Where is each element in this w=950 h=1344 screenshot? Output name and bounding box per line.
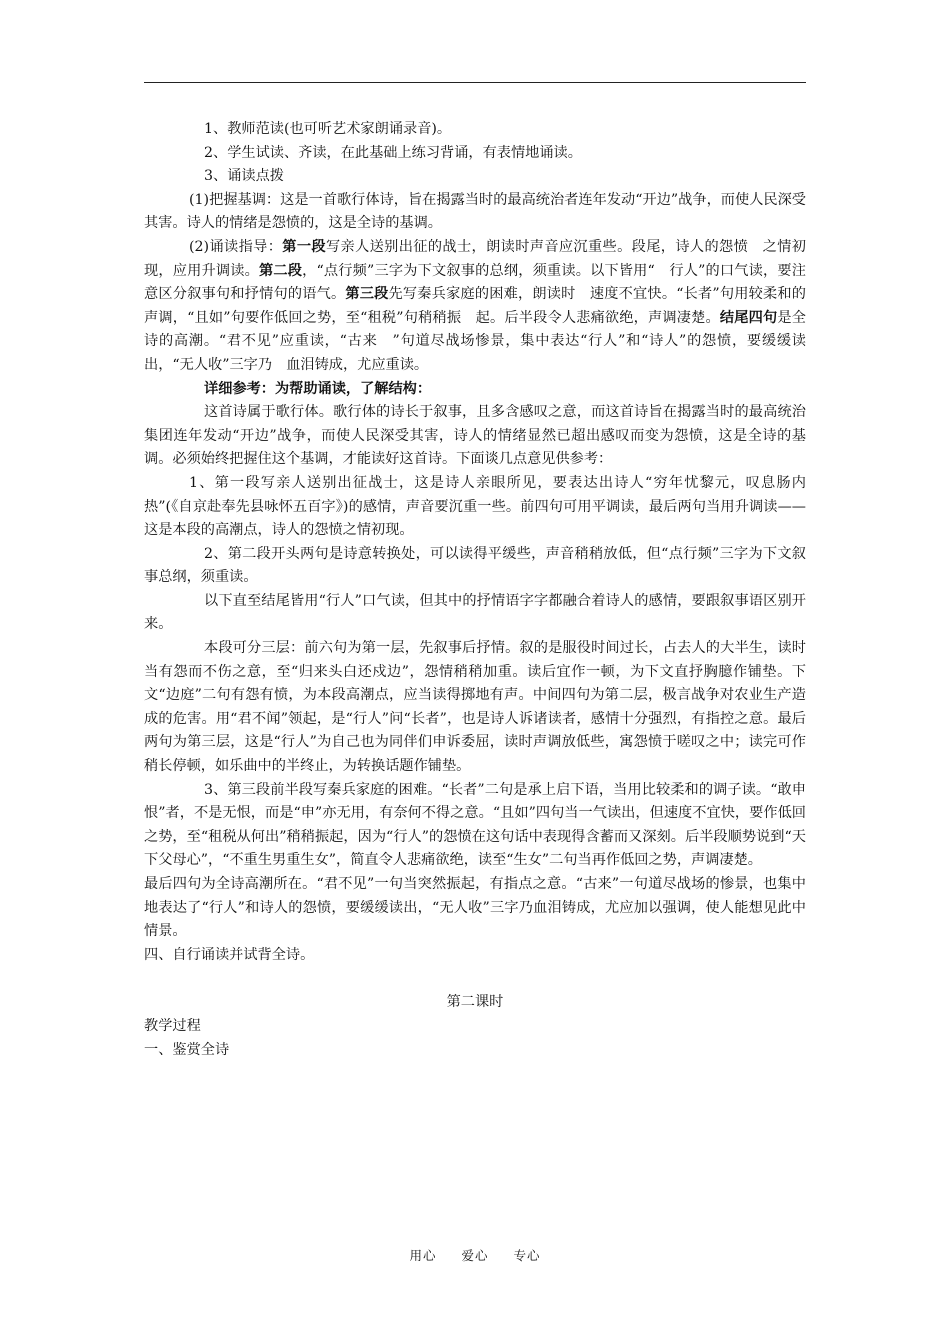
document-body — [144, 118, 806, 1062]
reference-heading — [144, 378, 806, 402]
paragraph-1: 1、第一段写亲人送别出征战士，这是诗人亲眼所见，要表达出诗人“穷年忧黎元，叹息肠内热”(《自京赴奉先县咏怀五百字》)的感情，声音要沉重一些。前四句可用平调读，最后两句当用升调读——这是本段的高潮点，诗人的怨愤之情初现。 — [144, 474, 806, 539]
tone-paragraph — [144, 189, 806, 236]
footer-word-1: 用心 — [409, 1248, 437, 1263]
step-1: 1、教师范读(也可听艺术家朗诵录音)。 — [204, 121, 452, 137]
guide-bold-3: 第三段 — [345, 286, 389, 303]
guide-text-4: 先写秦兵家庭的困难，朗读时 速度不宜快。“长者”句用较柔和的声调，“且如”句要作低回之势，至“租税”句稍稍振 起。后半段令人悲痛欲绝，声调凄楚。 — [144, 286, 806, 326]
step-2: 2、学生试读、齐读，在此基础上练习背诵，有表情地诵读。 — [204, 144, 582, 161]
paragraph-intro: 这首诗属于歌行体。歌行体的诗长于叙事，且多含感叹之意，而这首诗旨在揭露当时的最高统治集团连年发动“开边”战争，而使人民深受其害，诗人的情绪显然已超出感叹而变为怨愤，这是全诗的基调。必须始终把握住这个基调，才能读好这首诗。下面谈几点意见供参考： — [144, 404, 806, 468]
lesson2-process: 教学过程 — [144, 1017, 201, 1034]
lesson2-section1: 一、鉴赏全诗 — [144, 1041, 230, 1058]
reference-heading-text: 详细参考：为帮助诵读，了解结构： — [204, 380, 432, 397]
paragraph-7: 四、自行诵读并试背全诗。 — [144, 946, 315, 963]
paragraph-6: 最后四句为全诗高潮所在。“君不见”一句当突然振起，有指点之意。“古来”一句道尽战场的惨景，也集中地表达了“行人”和诗人的怨愤，要缓缓读出，“无人收”三字乃血泪铸成，尤应加以强调，使人能想见此中情景。 — [144, 876, 806, 940]
guide-text-3: ，“点行频”三字为下文叙事的总纲，须重读。以下皆用“ 行人”的口气读，要注意区分叙事句和抒情句的语气。 — [144, 262, 806, 303]
page-footer — [0, 1246, 950, 1264]
guide-bold-4: 结尾四句 — [719, 309, 778, 326]
paragraph-2: 2、第二段开头两句是诗意转换处，可以读得平缓些，声音稍稍放低，但“点行频”三字为下文叙事总纲，须重读。 — [144, 545, 806, 586]
guide-text-2: 写亲人送别出征的战士，朗读时声音应沉重些。段尾，诗人的怨愤 之情初现，应用升调读。 — [144, 238, 806, 279]
guide-bold-1: 第一段 — [282, 238, 326, 255]
paragraph-5: 3、第三段前半段写秦兵家庭的困难。“长者”二句是承上启下语，当用比较柔和的调子读。“敢申恨”者，不是无恨，而是“申”亦无用，有奈何不得之意。“且如”四句当一气读出，但速度不宜快，要作低回之势，至“租税从何出”稍稍振起，因为“行人”的怨愤在这句话中表现得含蓄而又深刻。后半段顺势说到“天下父母心”，“不重生男重生女”，简直令人悲痛欲绝，读至“生女”二句当再作低回之势，声调凄楚。 — [144, 781, 806, 869]
paragraph-4: 本段可分三层：前六句为第一层，先叙事后抒情。叙的是服役时间过长，占去人的大半生，读时当有怨而不伤之意，至“归来头白还戍边”，怨情稍稍加重。读后宜作一顿，为下文直抒胸臆作铺垫。下文“边庭”二句有怨有愤，为本段高潮点，应当读得掷地有声。中间四句为第二层，极言战争对农业生产造成的危害。用“君不闻”领起，是“行人”问“长者”，也是诗人诉诸读者，感情十分强烈，有指控之意。最后两句为第三层，这是“行人”为自己也为同伴们申诉委屈，读时声调放低些，寓怨愤于嗟叹之中；读完可作稍长停顿，如乐曲中的半终止，为转换话题作铺垫。 — [144, 640, 806, 775]
guide-paragraph — [144, 236, 806, 378]
tone-text: (1)把握基调：这是一首歌行体诗，旨在揭露当时的最高统治者连年发动“开边”战争，而使人民深受其害。诗人的情绪是怨愤的，这是全诗的基调。 — [144, 191, 806, 232]
footer-word-2: 爱心 — [461, 1248, 489, 1263]
lesson2-title: 第二课时 — [446, 994, 504, 1011]
guide-text-5: 是全诗的高潮。“君不见”应重读，“古来 ”句道尽战场惨景，集中表达“行人”和“诗人”的怨愤，要缓缓读出，“无人收”三字乃 血泪铸成，尤应重读。 — [144, 309, 806, 373]
guide-lead: (2)诵读指导： — [189, 238, 283, 255]
step-3: 3、诵读点拨 — [204, 168, 284, 185]
footer-word-3: 专心 — [513, 1248, 541, 1263]
paragraph-3: 以下直至结尾皆用“行人”口气读，但其中的抒情语字字都融合着诗人的感情，要跟叙事语区别开来。 — [144, 592, 806, 633]
header-rule — [144, 82, 806, 83]
guide-bold-2: 第二段 — [258, 262, 303, 279]
